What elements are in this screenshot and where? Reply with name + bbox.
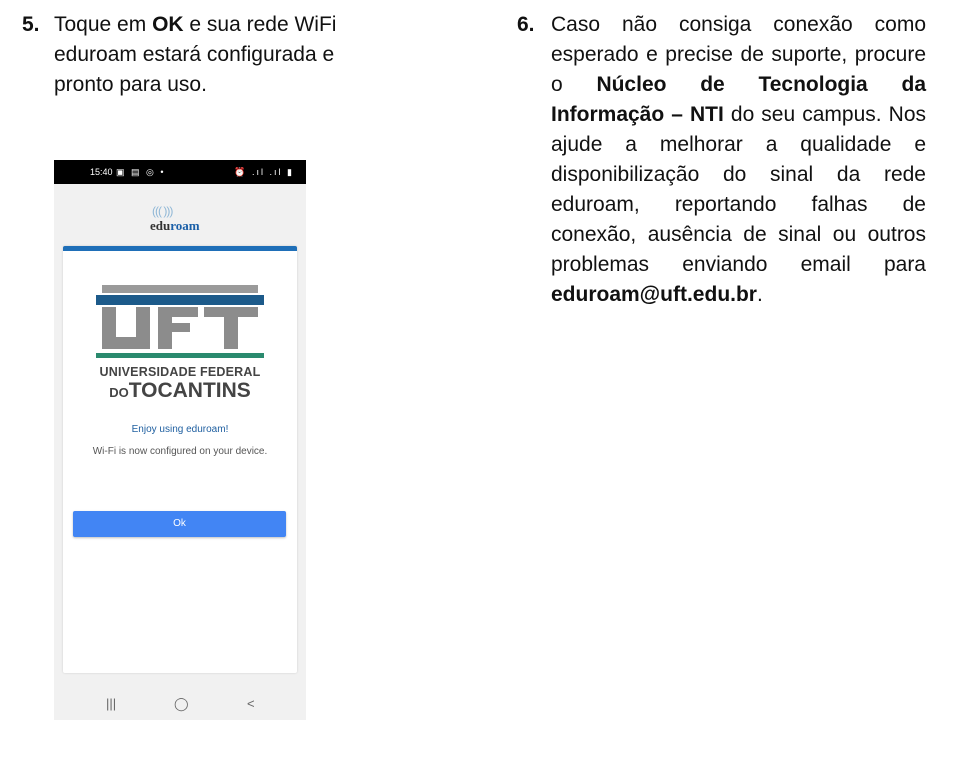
step-text-bold: Núcleo de Tecnologia da Informação – NTI xyxy=(551,73,926,126)
eduroam-edu: edu xyxy=(150,218,171,233)
ok-button[interactable]: Ok xyxy=(73,511,286,537)
back-icon[interactable]: < xyxy=(247,696,255,711)
enjoy-message: Enjoy using eduroam! xyxy=(131,424,229,435)
step-6 xyxy=(517,10,932,320)
recent-apps-icon[interactable]: ||| xyxy=(106,696,117,711)
wifi-waves-icon: ((( ))) xyxy=(152,204,173,218)
uft-do-text: DO xyxy=(109,385,129,400)
notification-icons: ▣ ▤ ◎ • xyxy=(116,167,166,177)
step-text-part: Caso não consiga conexão como esperado e precise de suporte, procure o xyxy=(551,13,926,96)
uft-university-text: UNIVERSIDADE FEDERAL xyxy=(99,365,261,379)
step-text-part: e sua rede WiFi eduroam estará configurada e pronto para uso. xyxy=(54,13,337,96)
step-text-part: Toque em xyxy=(54,13,153,36)
eduroam-roam: roam xyxy=(170,218,200,233)
configured-message: Wi-Fi is now configured on your device. xyxy=(92,446,268,457)
uft-logo xyxy=(96,285,264,403)
phone-screenshot xyxy=(54,160,306,720)
step-number: 6. xyxy=(517,13,535,36)
eduroam-logo xyxy=(150,204,214,234)
step-text xyxy=(54,10,399,100)
step-text-bold: OK xyxy=(152,13,184,36)
step-number: 5. xyxy=(22,13,40,36)
step-text xyxy=(551,10,926,310)
uft-letters-icon xyxy=(96,285,264,361)
result-card xyxy=(63,246,297,673)
android-nav-bar xyxy=(54,688,306,720)
eduroam-wordmark xyxy=(150,218,200,234)
signal-battery-icons: ⏰ .ıl .ıl ▮ xyxy=(234,167,294,177)
step-text-part: . xyxy=(756,283,763,306)
uft-tocantins-text xyxy=(96,379,264,403)
home-icon[interactable]: ◯ xyxy=(174,696,189,711)
support-email: eduroam@uft.edu.br xyxy=(551,283,757,306)
uft-state-text: TOCANTINS xyxy=(128,379,251,402)
step-text-part: do seu campus. Nos ajude a melhorar a qualidade e disponibilização do sinal da rede eduroam, reportando falhas de conexão, ausência de sinal ou outros problemas enviando email para xyxy=(551,103,926,276)
status-time: 15:40 xyxy=(90,167,113,177)
status-bar xyxy=(54,160,306,184)
step-5 xyxy=(22,10,402,110)
